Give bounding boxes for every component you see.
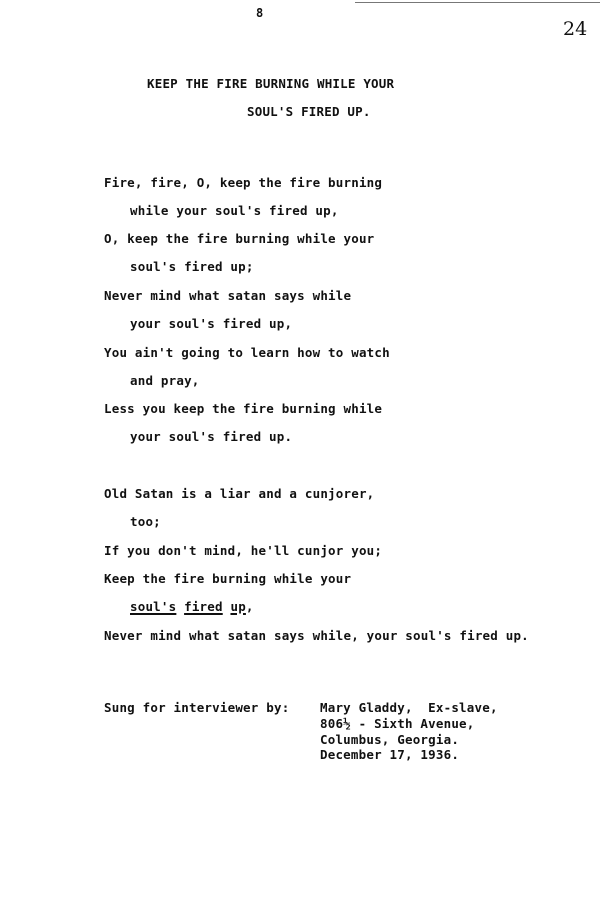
verse-line: soul's fired up;: [130, 259, 254, 274]
verse-line: O, keep the fire burning while your: [104, 231, 375, 246]
verse-line: while your soul's fired up,: [130, 203, 339, 218]
verse-line: your soul's fired up.: [130, 429, 293, 444]
title-line-2: SOUL'S FIRED UP.: [247, 104, 371, 119]
verse-line-underlined: [130, 599, 254, 614]
line-end-punct: ,: [245, 599, 254, 614]
underlined-word: fired: [184, 599, 223, 614]
underlined-word: up: [230, 599, 246, 614]
credit-address: 806½ - Sixth Avenue,: [320, 716, 475, 731]
top-rule: [355, 2, 600, 3]
typed-page-number: 8: [256, 6, 264, 20]
credit-city: Columbus, Georgia.: [320, 732, 460, 747]
verse-line: Less you keep the fire burning while: [104, 401, 383, 416]
verse-line: and pray,: [130, 373, 200, 388]
verse-line: your soul's fired up,: [130, 316, 293, 331]
verse-line: You ain't going to learn how to watch: [104, 345, 390, 360]
credit-label: Sung for interviewer by:: [104, 700, 290, 715]
handwritten-page-number: 24: [563, 18, 588, 40]
verse-line: too;: [130, 514, 161, 529]
credit-name: Mary Gladdy, Ex-slave,: [320, 700, 498, 715]
verse-line: Never mind what satan says while: [104, 288, 352, 303]
verse-line: Old Satan is a liar and a cunjorer,: [104, 486, 375, 501]
verse-line: Never mind what satan says while, your soul's fired up.: [104, 628, 529, 643]
underlined-word: soul's: [130, 599, 177, 614]
verse-line: If you don't mind, he'll cunjor you;: [104, 543, 383, 558]
verse-line: Fire, fire, O, keep the fire burning: [104, 175, 383, 190]
verse-line: Keep the fire burning while your: [104, 571, 352, 586]
credit-date: December 17, 1936.: [320, 747, 460, 762]
title-line-1: KEEP THE FIRE BURNING WHILE YOUR: [147, 76, 395, 91]
